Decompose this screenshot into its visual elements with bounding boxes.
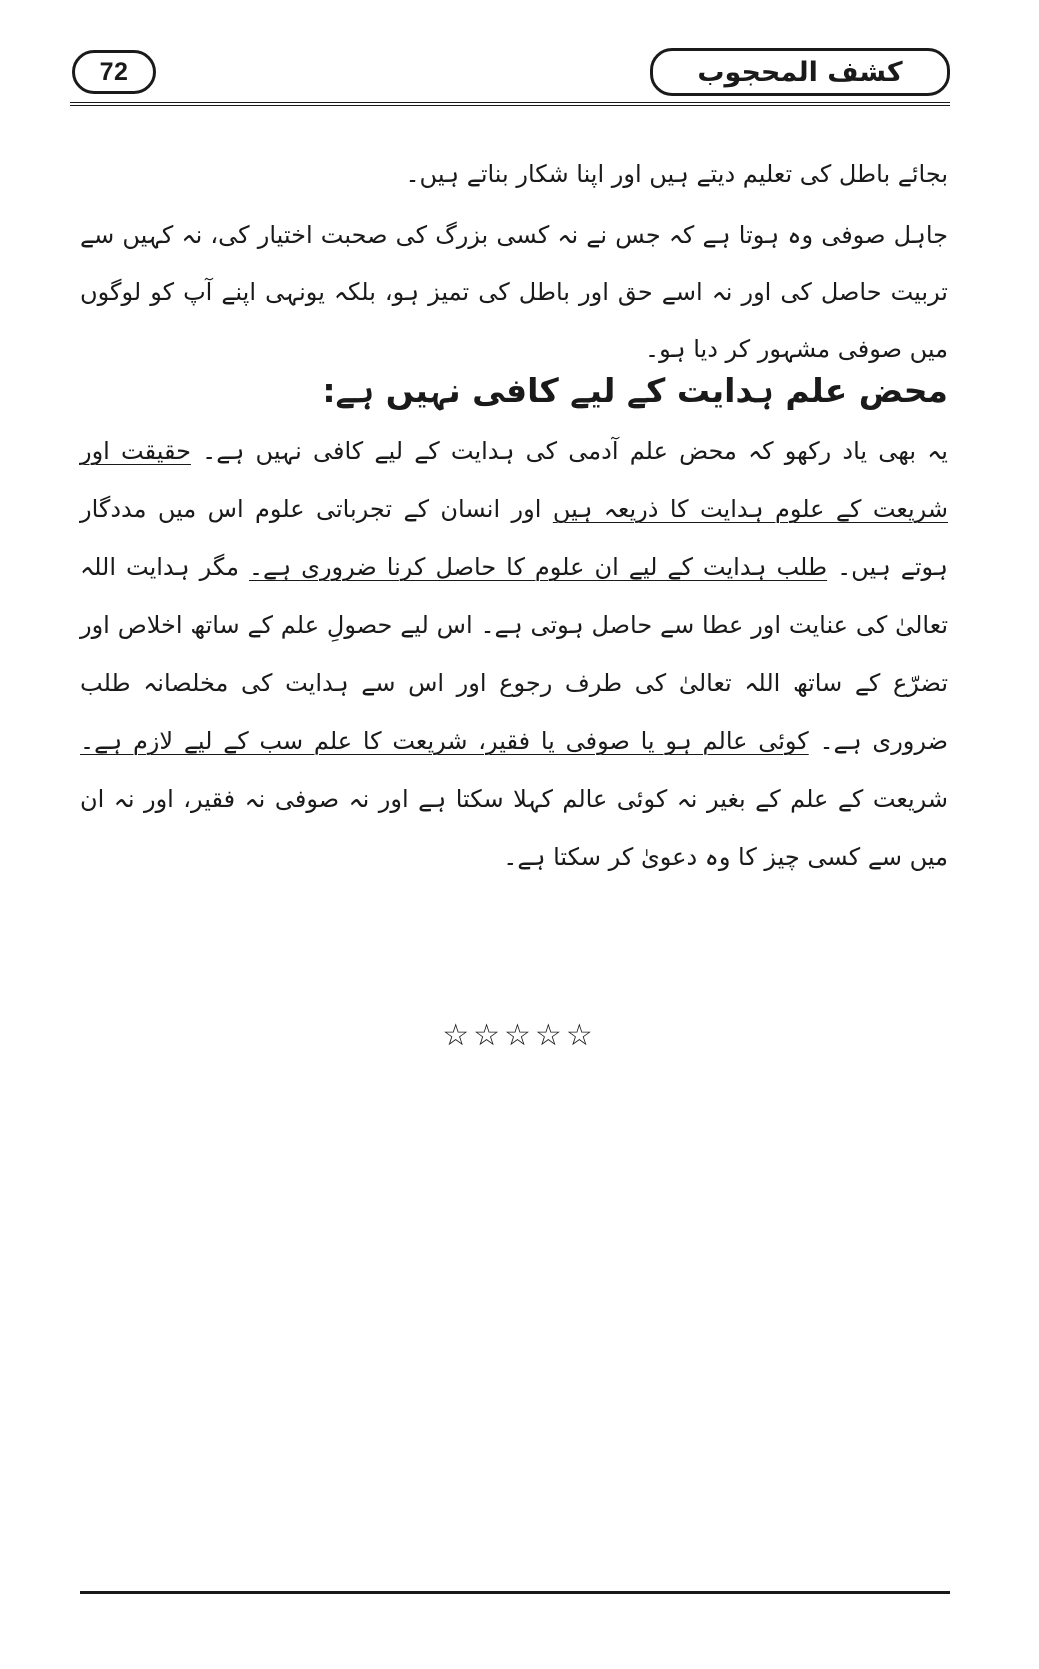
paragraph-jahil-sufi: جاہل صوفی وہ ہوتا ہے کہ جس نے نہ کسی بزرگ کی صحبت اختیار کی، نہ کہیں سے تربیت حاصل کی اور نہ اسے حق اور باطل کی تمیز ہو، بلکہ یونہی اپنے آپ کو لوگوں میں صوفی مشہور کر دیا ہو۔ (80, 221, 948, 363)
paragraph-knowledge-guidance (80, 422, 948, 886)
running-header-title: کشف المحجوب (650, 48, 950, 96)
body-text: مگر ہدایت اللہ تعالیٰ کی عنایت اور عطا سے حاصل ہوتی ہے۔ اس لیے حصولِ علم کے ساتھ اخلاص اور تضرّع کے ساتھ اللہ تعالیٰ کی طرف رجوع اور اس سے ہدایت کی مخلصانہ طلب ضروری ہے۔ (80, 553, 949, 755)
section-heading: محض علم ہدایت کے لیے کافی نہیں ہے: (322, 371, 948, 411)
page-number: 72 (72, 50, 156, 94)
body-text: یہ بھی یاد رکھو کہ محض علم آدمی کی ہدایت کے لیے کافی نہیں ہے۔ (190, 437, 948, 465)
paragraph-continuation: بجائے باطل کی تعلیم دیتے ہیں اور اپنا شکار بناتے ہیں۔ (405, 160, 948, 188)
underlined-text: طلب ہدایت کے لیے ان علوم کا حاصل کرنا ضروری ہے۔ (248, 553, 828, 581)
body-text: شریعت کے علم کے بغیر نہ کوئی عالم کہلا سکتا ہے اور نہ صوفی نہ فقیر، اور نہ ان میں سے کسی چیز کا وہ دعویٰ کر سکتا ہے۔ (80, 785, 948, 871)
underlined-text: کوئی عالم ہو یا صوفی یا فقیر، شریعت کا علم سب کے لیے لازم ہے۔ (80, 727, 809, 755)
footer-divider (80, 1591, 950, 1594)
header-divider (70, 102, 950, 106)
body-text: اور انسان کے تجرباتی علوم اس میں مددگار ہوتے ہیں۔ (80, 495, 948, 581)
star-separator: ☆☆☆☆☆ (442, 1018, 597, 1053)
underlined-text: حقیقت اور شریعت کے علوم ہدایت کا ذریعہ ہیں (80, 437, 948, 523)
